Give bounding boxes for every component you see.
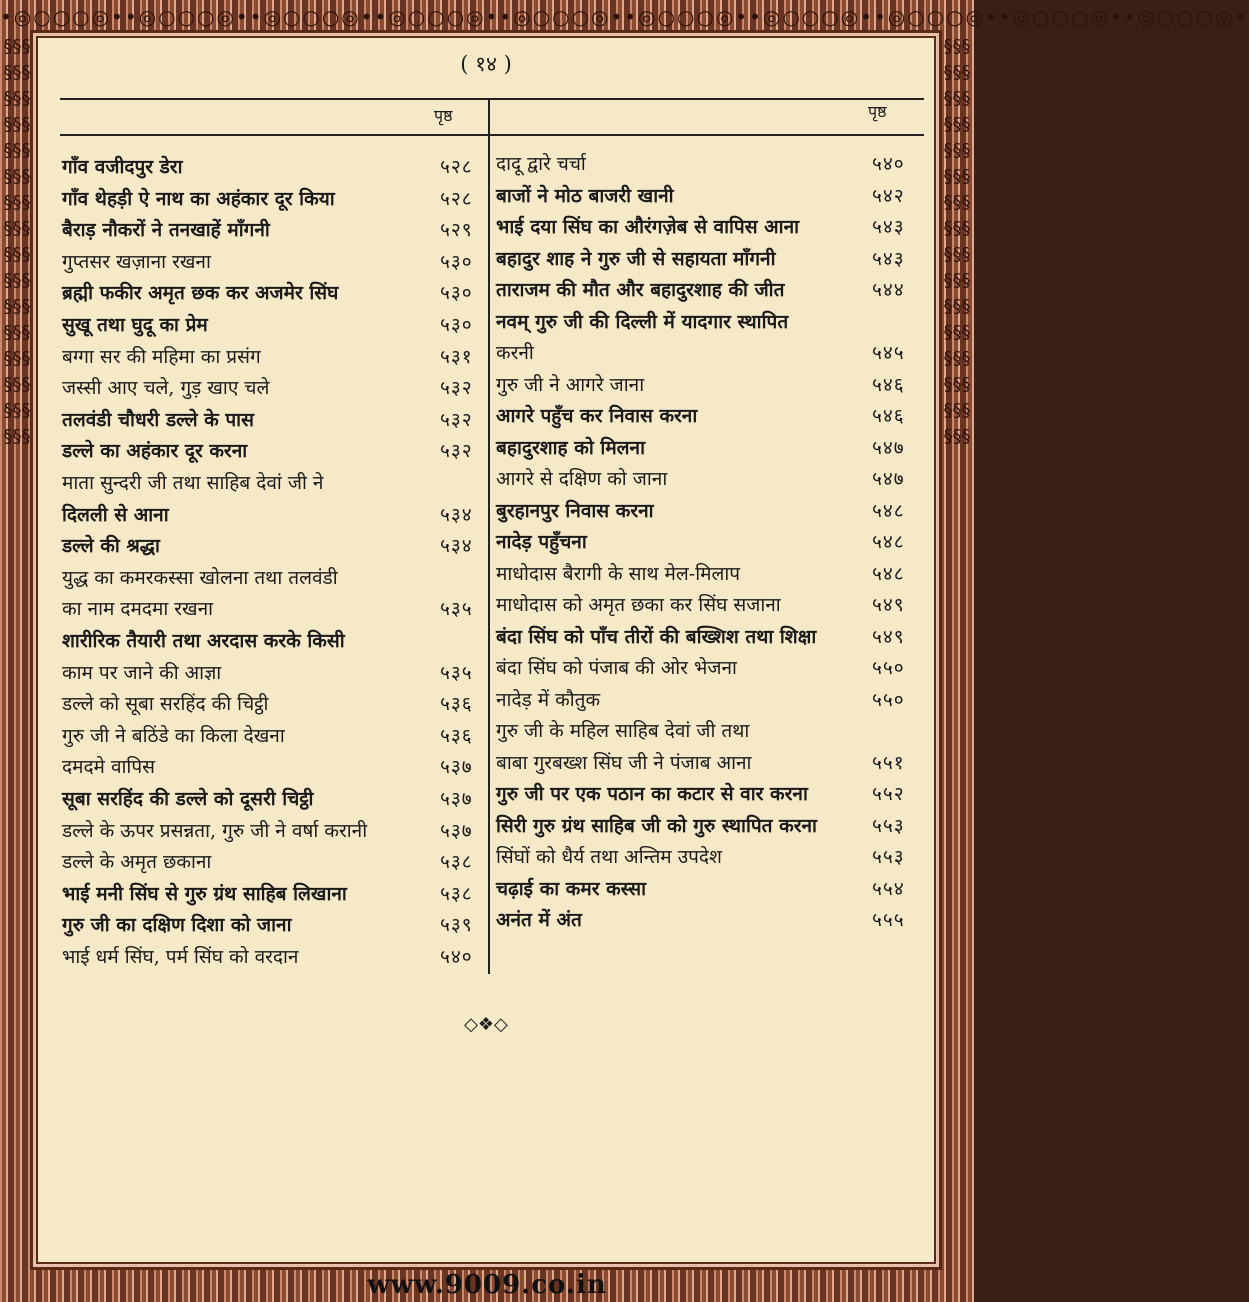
- entry-title: डल्ले की श्रद्धा: [62, 535, 160, 558]
- entry-page-number: ५३०: [440, 282, 473, 305]
- entry-page-number: ५३१: [440, 345, 473, 368]
- entry-title: सिंघों को धैर्य तथा अन्तिम उपदेश: [496, 846, 722, 868]
- entry-title: बैराड़ नौकरों ने तनखाहें माँगनी: [62, 219, 270, 242]
- entry-title: सुखू तथा घुदू का प्रेम: [62, 314, 208, 336]
- entry-page-number: ५४०: [872, 153, 905, 175]
- entry-title: ताराजम की मौत और बहादुरशाह की जीत: [496, 279, 785, 301]
- entry-page-number: ५३२: [440, 440, 473, 463]
- left-column-header: पृष्ठ: [434, 106, 453, 125]
- top-rule: [60, 98, 924, 100]
- entry-title: आगरे से दक्षिण को जाना: [496, 468, 668, 490]
- page-number: ( १४ ): [460, 52, 512, 76]
- entry-title: डल्ले को सूबा सरहिंद की चिट्ठी: [62, 693, 269, 716]
- entry-title: गुरु जी ने बठिंडे का किला देखना: [62, 724, 285, 747]
- entry-page-number: ५३४: [440, 535, 473, 558]
- entry-page-number: ५३८: [440, 882, 473, 905]
- entry-title: सिरी गुरु ग्रंथ साहिब जी को गुरु स्थापित करना: [496, 814, 817, 837]
- entry-title: बग्गा सर की महिमा का प्रसंग: [62, 345, 261, 368]
- entry-page-number: ५३०: [440, 250, 473, 273]
- entry-page-number: ५३७: [440, 819, 473, 842]
- entry-page-number: ५३८: [440, 851, 473, 874]
- entry-page-number: ५४०: [440, 946, 473, 968]
- entry-page-number: ५३६: [440, 693, 473, 716]
- entry-title: दादू द्वारे चर्चा: [496, 153, 586, 175]
- entry-title: गुरु जी का दक्षिण दिशा को जाना: [62, 914, 292, 937]
- entry-title: गुरु जी पर एक पठान का कटार से वार करना: [496, 783, 808, 805]
- entry-page-number: ५४७: [872, 436, 905, 459]
- entry-page-number: ५५५: [872, 909, 905, 931]
- entry-page-number: ५४९: [872, 625, 905, 648]
- entry-title: का नाम दमदमा रखना: [62, 598, 214, 621]
- entry-page-number: ५३९: [440, 914, 473, 937]
- entry-title: भाई मनी सिंघ से गुरु ग्रंथ साहिब लिखाना: [62, 882, 347, 905]
- entry-page-number: ५३७: [440, 788, 473, 810]
- entry-title: ब्रह्मी फकीर अमृत छक कर अजमेर सिंघ: [62, 282, 339, 305]
- entry-title: गाँव वजीदपुर डेरा: [62, 156, 183, 178]
- column-divider: [488, 98, 490, 974]
- entry-title: तलवंडी चौधरी डल्ले के पास: [62, 408, 254, 431]
- entry-page-number: ५३६: [440, 724, 473, 747]
- entry-title: गाँव थेहड़ी ऐ नाथ का अहंकार दूर किया: [62, 187, 335, 210]
- entry-title: बाजों ने मोठ बाजरी खानी: [496, 184, 674, 207]
- right-column-header: पृष्ठ: [868, 102, 887, 121]
- entry-page-number: ५४८: [872, 562, 905, 585]
- entry-title: गुरु जी के महिल साहिब देवां जी तथा: [496, 720, 750, 742]
- top-border-ornament: •◎○○○◎••◎○○○◎••◎○○○◎••◎○○○◎••◎○○○◎••◎○○○◎••◎○○○◎••◎○○○◎••◎○○○◎••◎○○○◎•: [0, 5, 1249, 29]
- left-border-ornament: §§§§§§§§§§§§§§§§§§§§§§§§§§§§§§§§§§§§§§§§§§§§§§§§: [3, 36, 31, 447]
- entry-page-number: ५४८: [872, 531, 905, 553]
- entry-page-number: ५२८: [440, 156, 473, 178]
- entry-title: दमदमे वापिस: [62, 756, 155, 779]
- left-header-rule: [60, 134, 488, 136]
- entry-page-number: ५३०: [440, 314, 473, 336]
- entry-title: माधोदास बैरागी के साथ मेल-मिलाप: [496, 562, 741, 585]
- right-border-ornament: §§§§§§§§§§§§§§§§§§§§§§§§§§§§§§§§§§§§§§§§§§§§§§§§: [943, 36, 971, 447]
- entry-title: बंदा सिंघ को पंजाब की ओर भेजना: [496, 657, 737, 679]
- entry-title: माधोदास को अमृत छका कर सिंघ सजाना: [496, 594, 781, 616]
- entry-page-number: ५२८: [440, 187, 473, 210]
- entry-title: भाई धर्म सिंघ, पर्म सिंघ को वरदान: [62, 946, 299, 968]
- entry-title: शारीरिक तैयारी तथा अरदास करके किसी: [62, 630, 345, 652]
- entry-page-number: ५५३: [872, 846, 905, 868]
- right-header-rule: [490, 134, 924, 136]
- entry-title: भाई दया सिंघ का औरंगज़ेब से वापिस आना: [496, 216, 800, 238]
- entry-page-number: ५४४: [872, 279, 905, 301]
- end-ornament: ◇❖◇: [464, 1014, 508, 1035]
- entry-title: डल्ले के ऊपर प्रसन्नता, गुरु जी ने वर्षा करानी: [62, 819, 368, 842]
- entry-title: बहादुरशाह को मिलना: [496, 436, 646, 459]
- entry-title: जस्सी आए चले, गुड़ खाए चले: [62, 377, 270, 400]
- entry-title: चढ़ाई का कमर कस्सा: [496, 877, 647, 900]
- entry-title: सूबा सरहिंद की डल्ले को दूसरी चिट्ठी: [62, 788, 314, 810]
- entry-page-number: ५५०: [872, 688, 905, 711]
- entry-page-number: ५२९: [440, 219, 473, 242]
- entry-page-number: ५३७: [440, 756, 473, 779]
- entry-page-number: ५४७: [872, 468, 905, 490]
- entry-title: करनी: [496, 342, 534, 364]
- entry-page-number: ५४८: [872, 499, 905, 522]
- entry-page-number: ५३५: [440, 661, 473, 684]
- entry-title: दिलली से आना: [62, 503, 169, 526]
- entry-page-number: ५५०: [872, 657, 905, 679]
- entry-title: बुरहानपुर निवास करना: [496, 499, 654, 522]
- entry-title: नवम् गुरु जी की दिल्ली में यादगार स्थापित: [496, 310, 789, 333]
- entry-title: अनंत में अंत: [496, 909, 582, 931]
- entry-page-number: ५४३: [872, 247, 905, 270]
- entry-title: गुप्तसर खज़ाना रखना: [62, 250, 211, 273]
- index-page: [36, 36, 936, 1264]
- entry-page-number: ५४५: [872, 342, 905, 364]
- entry-title: माता सुन्दरी जी तथा साहिब देवां जी ने: [62, 472, 324, 494]
- entry-page-number: ५३५: [440, 598, 473, 621]
- entry-page-number: ५५१: [872, 751, 905, 774]
- footer-website-url: www.9009.co.in: [367, 1270, 607, 1300]
- entry-page-number: ५४६: [872, 405, 905, 427]
- entry-page-number: ५४६: [872, 373, 905, 396]
- entry-page-number: ५५२: [872, 783, 905, 805]
- entry-title: नादेड़ में कौतुक: [496, 688, 601, 711]
- entry-page-number: ५४९: [872, 594, 905, 616]
- entry-page-number: ५४३: [872, 216, 905, 238]
- entry-title: नादेड़ पहुँचना: [496, 531, 587, 553]
- entry-page-number: ५५४: [872, 877, 905, 900]
- entry-title: काम पर जाने की आज्ञा: [62, 661, 222, 684]
- entry-title: युद्ध का कमरकस्सा खोलना तथा तलवंडी: [62, 566, 338, 589]
- entry-title: डल्ले का अहंकार दूर करना: [62, 440, 248, 463]
- entry-title: डल्ले के अमृत छकाना: [62, 851, 212, 874]
- entry-title: आगरे पहुँच कर निवास करना: [496, 405, 698, 427]
- entry-page-number: ५४२: [872, 184, 905, 207]
- entry-page-number: ५३२: [440, 377, 473, 400]
- entry-title: बाबा गुरबख्श सिंघ जी ने पंजाब आना: [496, 751, 752, 774]
- entry-title: बहादुर शाह ने गुरु जी से सहायता माँगनी: [496, 247, 776, 270]
- entry-page-number: ५३४: [440, 503, 473, 526]
- entry-page-number: ५३२: [440, 408, 473, 431]
- entry-title: गुरु जी ने आगरे जाना: [496, 373, 645, 396]
- entry-title: बंदा सिंघ को पाँच तीरों की बख्शिश तथा शिक्षा: [496, 625, 817, 648]
- entry-page-number: ५५३: [872, 814, 905, 837]
